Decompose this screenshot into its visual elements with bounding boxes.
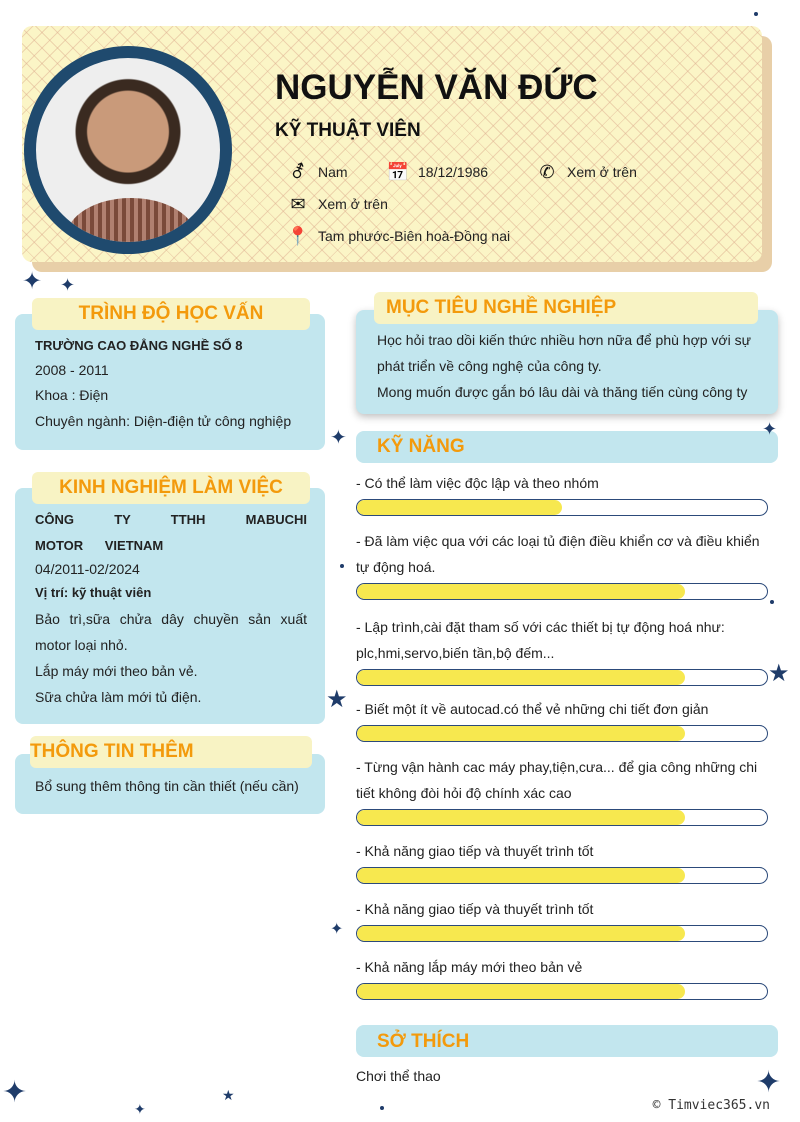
candidate-name: NGUYỄN VĂN ĐỨC (275, 68, 598, 107)
skill-item (356, 614, 768, 686)
address-info (288, 226, 510, 246)
map-pin-icon: 📍 (286, 225, 310, 246)
company-name: CÔNG TY TTHH MABUCHI MOTOR VIETNAM (35, 512, 307, 553)
birthday-value: 18/12/1986 (418, 164, 489, 180)
dot (770, 600, 774, 604)
skill-level-bar (356, 669, 768, 686)
skill-level-bar (356, 583, 768, 600)
faculty: Khoa : Điện (35, 387, 109, 403)
skill-item (356, 896, 768, 942)
envelope-icon: ✉ (290, 193, 306, 214)
star-icon: ★ (326, 686, 348, 713)
school-name: TRƯỜNG CAO ĐẲNG NGHỀ SỐ 8 (35, 338, 243, 353)
skill-item (356, 470, 768, 516)
duty: Sữa chửa làm mới tủ điện. (35, 689, 202, 705)
skill-label: - Lập trình,cài đặt tham số với các thiết bị tự động hoá như: plc,hmi,servo,biến tần,bộ đếm... (356, 619, 725, 661)
skill-level-bar (356, 983, 768, 1000)
profile-photo (24, 46, 232, 254)
skill-level-bar (356, 809, 768, 826)
skill-level-fill (357, 584, 685, 599)
star-icon: ✦ (762, 419, 778, 439)
skill-level-fill (357, 868, 685, 883)
dot (380, 1106, 384, 1110)
extra-info-text: Bổ sung thêm thông tin cần thiết (nếu cần) (35, 778, 299, 794)
hobbies-text: Chơi thể thao (356, 1068, 441, 1084)
duty: Lắp máy mới theo bản vẻ. (35, 663, 198, 679)
star-icon: ✦ (134, 1101, 146, 1117)
calendar-icon: 📅 (386, 161, 410, 182)
skill-level-fill (357, 500, 562, 515)
skills-heading: KỸ NĂNG (377, 436, 465, 457)
skill-level-fill (357, 670, 685, 685)
skill-label: - Khả năng lắp máy mới theo bản vẻ (356, 959, 583, 975)
email-value: Xem ở trên (318, 196, 388, 212)
skill-label: - Đã làm việc qua với các loại tủ điện điều khiển cơ và điều khiển tự động hoá. (356, 533, 760, 575)
skill-item (356, 528, 768, 600)
gender-icon: ⚦ (290, 161, 306, 182)
dot (754, 12, 758, 16)
address-value: Tam phước-Biên hoà-Đồng nai (318, 228, 511, 244)
skill-label: - Khả năng giao tiếp và thuyết trình tốt (356, 901, 594, 917)
gender-value: Nam (318, 164, 348, 180)
skill-level-fill (357, 726, 685, 741)
experience-period: 04/2011-02/2024 (35, 561, 140, 577)
dot (340, 564, 344, 568)
phone-value: Xem ở trên (567, 164, 637, 180)
skill-item (356, 954, 768, 1000)
star-icon: ✦ (60, 275, 76, 295)
job-title: KỸ THUẬT VIÊN (275, 120, 421, 141)
gender-info (288, 162, 348, 182)
objective-text: Học hỏi trao dồi kiến thức nhiều hơn nữa để phù hợp với sự phát triển về công nghệ của công ty. (377, 332, 751, 374)
email-info (288, 194, 388, 214)
objective-heading: MỤC TIÊU NGHỀ NGHIỆP (374, 292, 758, 324)
star-icon: ✦ (756, 1066, 782, 1099)
major: Chuyên ngành: Diện-điện tử công nghiệp (35, 413, 292, 429)
skill-label: - Khả năng giao tiếp và thuyết trình tốt (356, 843, 594, 859)
star-icon: ✦ (330, 427, 347, 449)
duty: Bảo trì,sữa chửa dây chuyền sản xuất motor loại nhỏ. (35, 611, 307, 653)
watermark: © Timviec365.vn (652, 1098, 770, 1113)
skill-label: - Từng vận hành cac máy phay,tiện,cưa... để gia công những chi tiết không đòi hỏi độ chính xác cao (356, 759, 758, 801)
phone-icon: ✆ (539, 161, 555, 182)
skill-label: - Biết một ít về autocad.có thể vẻ những chi tiết đơn giản (356, 701, 709, 717)
position: Vị trí: kỹ thuật viên (35, 585, 152, 600)
skill-level-fill (357, 810, 685, 825)
education-period: 2008 - 2011 (35, 362, 109, 378)
birthday-info (388, 162, 488, 182)
star-icon: ★ (768, 660, 790, 687)
skill-label: - Có thể làm việc độc lập và theo nhóm (356, 475, 599, 491)
skill-level-fill (357, 926, 685, 941)
education-heading: TRÌNH ĐỘ HỌC VẤN (32, 298, 310, 330)
skill-level-bar (356, 725, 768, 742)
star-icon: ✦ (22, 268, 43, 295)
skill-item (356, 754, 768, 826)
star-icon: ✦ (330, 921, 344, 938)
skill-item (356, 696, 768, 742)
star-icon: ★ (222, 1087, 235, 1103)
skill-level-bar (356, 499, 768, 516)
hobbies-heading: SỞ THÍCH (377, 1031, 470, 1052)
skill-level-bar (356, 925, 768, 942)
objective-text: Mong muốn được gắn bó lâu dài và thăng tiến cùng công ty (377, 384, 748, 400)
skill-item (356, 838, 768, 884)
experience-heading: KINH NGHIỆM LÀM VIỆC (32, 472, 310, 504)
skill-level-fill (357, 984, 685, 999)
star-icon: ✦ (2, 1076, 28, 1109)
phone-info (537, 162, 637, 182)
skill-level-bar (356, 867, 768, 884)
extra-info-heading: THÔNG TIN THÊM (30, 736, 312, 768)
